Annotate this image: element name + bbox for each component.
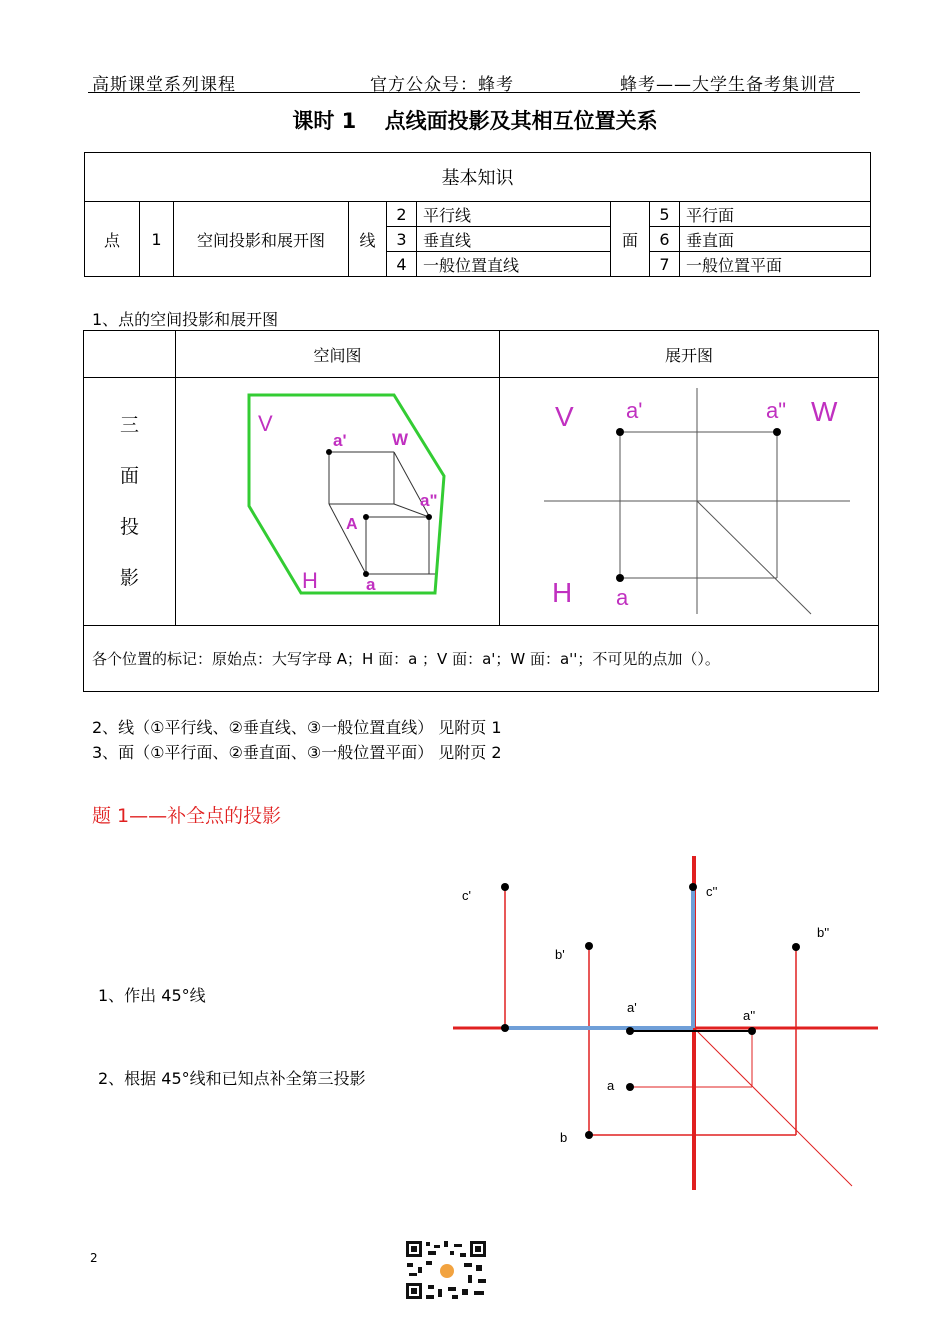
label-W: W xyxy=(392,430,409,449)
point-c-base xyxy=(501,1024,509,1032)
point-a-prime xyxy=(326,449,332,455)
notation-note: 各个位置的标记：原始点：大写字母 A；H 面：a ；V 面：a'；W 面：a''；不可见的点加（）。 xyxy=(84,626,879,692)
label-c1: c' xyxy=(462,888,471,903)
qr-code-image xyxy=(404,1239,490,1301)
label-a: a xyxy=(616,585,629,610)
label-a1: a' xyxy=(627,1000,637,1015)
plane-item: 平行面 xyxy=(680,202,871,227)
problem-title: 题 1——补全点的投影 xyxy=(92,805,282,827)
label-H: H xyxy=(302,568,318,593)
point-a xyxy=(626,1083,634,1091)
line-item: 平行线 xyxy=(417,202,611,227)
corner-cell xyxy=(84,331,176,378)
point-label: 点 xyxy=(85,202,140,277)
point-num: 1 xyxy=(140,202,174,277)
step-2: 2、根据 45°线和已知点补全第三投影 xyxy=(98,1069,366,1088)
step-1: 1、作出 45°线 xyxy=(98,986,206,1005)
point-a-prime xyxy=(616,428,624,436)
plane-label: 面 xyxy=(611,202,650,277)
label-H: H xyxy=(552,577,573,608)
row-label: 三 面 投 影 xyxy=(84,378,176,626)
header-right: 蜂考——大学生备考集训营 xyxy=(620,75,836,95)
col-unfold: 展开图 xyxy=(500,331,879,378)
plane-item: 一般位置平面 xyxy=(680,252,871,277)
label-a: a xyxy=(366,575,376,594)
point-a-double-prime xyxy=(748,1027,756,1035)
unfold-diagram-cell xyxy=(500,378,879,626)
point-A xyxy=(363,514,369,520)
plane-item: 垂直面 xyxy=(680,227,871,252)
section3-plane: 3、面（①平行面、②垂直面、③一般位置平面） 见附页 2 xyxy=(92,743,502,762)
unfold-diagram xyxy=(500,378,878,621)
section2-line: 2、线（①平行线、②垂直线、③一般位置直线） 见附页 1 xyxy=(92,718,502,737)
label-A: A xyxy=(346,516,358,533)
point-c-prime xyxy=(501,883,509,891)
line-num: 2 xyxy=(387,202,417,227)
point-a-double-prime xyxy=(773,428,781,436)
label-b1: b' xyxy=(555,947,565,962)
problem-diagram xyxy=(440,850,890,1195)
label-V: V xyxy=(258,411,273,436)
space-diagram xyxy=(176,378,499,621)
page-number: 2 xyxy=(90,1251,98,1265)
knowledge-heading: 基本知识 xyxy=(85,153,871,202)
header-left: 高斯课堂系列课程 xyxy=(92,75,236,95)
line-label: 线 xyxy=(349,202,387,277)
point-b xyxy=(585,1131,593,1139)
point-a-prime xyxy=(626,1027,634,1035)
label-V: V xyxy=(555,401,574,432)
line-item: 垂直线 xyxy=(417,227,611,252)
space-diagram-cell xyxy=(176,378,500,626)
plane-num: 6 xyxy=(650,227,680,252)
plane-num: 7 xyxy=(650,252,680,277)
label-c2: c'' xyxy=(706,884,718,899)
knowledge-table xyxy=(84,152,871,277)
point-a-double-prime xyxy=(426,514,432,520)
line-num: 4 xyxy=(387,252,417,277)
label-a1: a' xyxy=(626,398,643,423)
point-b-double-prime xyxy=(792,943,800,951)
line-item: 一般位置直线 xyxy=(417,252,611,277)
header-divider xyxy=(88,92,860,93)
col-space: 空间图 xyxy=(176,331,500,378)
line-num: 3 xyxy=(387,227,417,252)
point-a xyxy=(616,574,624,582)
label-b: b xyxy=(560,1130,568,1145)
label-a2: a'' xyxy=(743,1008,756,1023)
point-c-double-prime xyxy=(689,883,697,891)
label-a2: a" xyxy=(766,398,787,423)
page-title: 课时 1 点线面投影及其相互位置关系 xyxy=(292,109,658,133)
label-a2: a" xyxy=(420,491,438,510)
label-a: a xyxy=(607,1078,615,1093)
projection-planes-outline xyxy=(249,395,444,593)
plane-num: 5 xyxy=(650,202,680,227)
label-b2: b'' xyxy=(817,925,830,940)
section1-title: 1、点的空间投影和展开图 xyxy=(92,310,279,329)
header-center: 官方公众号：蜂考 xyxy=(370,75,514,95)
point-b-prime xyxy=(585,942,593,950)
label-W: W xyxy=(811,396,838,427)
point-item: 空间投影和展开图 xyxy=(174,202,349,277)
projection-table xyxy=(83,330,879,692)
label-a1: a' xyxy=(333,431,347,450)
